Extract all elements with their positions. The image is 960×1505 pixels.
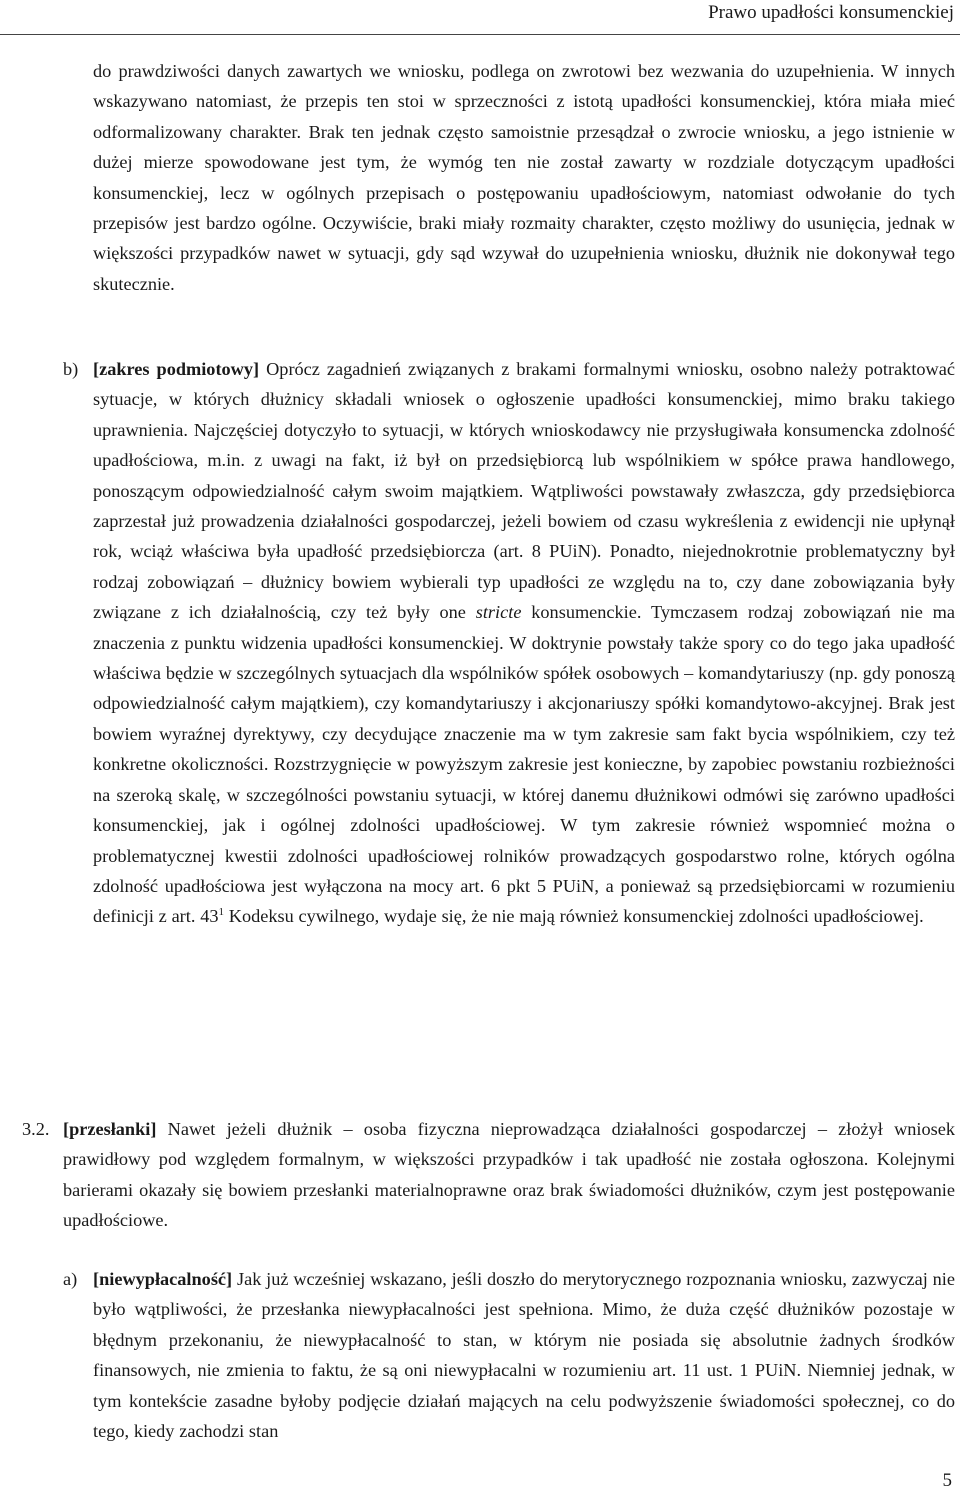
point-b-paragraph	[93, 354, 955, 932]
point-a-text: Jak już wcześniej wskazano, jeśli doszło do merytorycznego rozpoznania wniosku, zazwyczaj nie było wątpliwości, że przesłanka niewypłacalności jest spełniona. Mimo, że duża część dłużników pozostaje w błędnym przekonaniu, że niewypłacalność to stan, w którym nie posiada się absolutnie żadnych środków finansowych, nie zmienia to faktu, że są oni niewypłacalni w rozumieniu art. 11 ust. 1 PUiN. Niemniej jednak, w tym kontekście zasadne byłoby podjęcie działań mających na celu podwyższenie świadomości społecznej, co do tego, kiedy zachodzi stan	[93, 1269, 955, 1442]
running-header	[0, 0, 960, 35]
intro-paragraph	[93, 56, 955, 299]
point-a-marker: a)	[63, 1269, 78, 1289]
point-b-marker: b)	[63, 359, 79, 379]
page-number: 5	[942, 1470, 952, 1491]
section-3-2-marker: 3.2.	[22, 1119, 50, 1139]
point-b-label: [zakres podmiotowy]	[93, 359, 260, 379]
point-b-italic: stricte	[475, 602, 522, 623]
point-b-text-3: Kodeksu cywilnego, wydaje się, że nie mają również konsumenckiej zdolności upadłościowej.	[223, 906, 924, 927]
point-b-text-2: konsumenckie. Tymczasem rodzaj zobowiązań nie ma znaczenia z punktu widzenia upadłości konsumenckiej. W doktrynie powstały także spory co do tego jaka upadłość właściwa będzie w szczególnych sytuacjach dla wspólników spółek osobowych – komandytariuszy (np. gdy ponoszą odpowiedzialność całym majątkiem), czy komandytariuszy i akcjonariuszy spółki komandytowo-akcyjnej. Brak jest bowiem wyraźnej dyrektywy, czy decydujące znaczenie ma w tym zakresie sam fakt bycia wspólnikiem, czy też konkretne okoliczności. Rozstrzygnięcie w powyższym zakresie jest konieczne, by zapobiec powstaniu rozbieżności na szeroką skalę, w szczególności powstaniu sytuacji, w której danemu dłużnikowi odmówi się zarówno upadłości konsumenckiej, jak i ogólnej zdolności upadłościowej. W tym zakresie również wspomnieć można o problematycznej kwestii zdolności upadłościowej rolników prowadzących gospodarstwo rolne, których ogólna zdolność upadłościowa jest wyłączona na mocy art. 6 pkt 5 PUiN, a ponieważ są przedsiębiorcami w rozumieniu definicji z art. 43	[93, 602, 955, 927]
section-3-2-label: [przesłanki]	[63, 1119, 157, 1139]
point-b-text-1: Oprócz zagadnień związanych z brakami formalnymi wniosku, osobno należy potraktować sytuacje, w których dłużnicy składali wniosek o ogłoszenie upadłości konsumenckiej, mimo braku takiego uprawnienia. Najczęściej dotyczyło to sytuacji, w których wnioskodawcy nie przysługiwała konsumencka zdolność upadłościowa, m.in. z uwagi na fakt, iż był on przedsiębiorcą lub wspólnikiem w spółce prawa handlowego, ponoszącym odpowiedzialność całym swoim majątkiem. Wątpliwości powstawały zwłaszcza, gdy przedsiębiorca zaprzestał już prowadzenia działalności gospodarczej, jeżeli bowiem od czasu wykreślenia z ewidencji nie upłynął rok, wciąż właściwa była upadłość przedsiębiorcza (art. 8 PUiN). Ponadto, niejednokrotnie problematyczny był rodzaj zobowiązań – dłużnicy bowiem wybierali typ upadłości ze względu na to, czy dane zobowiązania były związane z ich działalnością, czy też były one	[93, 359, 955, 623]
intro-text: do prawdziwości danych zawartych we wniosku, podlega on zwrotowi bez wezwania do uzupełnienia. W innych wskazywano natomiast, że przepis ten stoi w sprzeczności z istotą upadłości konsumenckiej, która miała mieć odformalizowany charakter. Brak ten jednak często samoistnie przesądzał o zwrocie wniosku, a jego istnienie w dużej mierze spowodowane jest tym, że wymóg ten nie został zawarty w rozdziale dotyczącym upadłości konsumenckiej, lecz w ogólnych przepisach o postępowaniu upadłościowym, natomiast odwołanie do tych przepisów jest bardzo ogólne. Oczywiście, braki miały rozmaity charakter, często możliwy do usunięcia, jednak w większości przypadków nawet w sytuacji, gdy sąd wzywał do uzupełnienia wniosku, dłużnik nie dokonywał tego skutecznie.	[93, 61, 955, 294]
point-b-superscript: 1	[218, 906, 224, 919]
point-a-label: [niewypłacalność]	[93, 1269, 233, 1289]
section-3-2-paragraph	[63, 1114, 955, 1236]
point-a-paragraph	[93, 1264, 955, 1446]
header-title: Prawo upadłości konsumenckiej	[708, 2, 954, 23]
section-3-2-text: Nawet jeżeli dłużnik – osoba fizyczna nieprowadząca działalności gospodarczej – złożył wniosek prawidłowy pod względem formalnym, w większości przypadków i tak upadłość nie została ogłoszona. Kolejnymi barierami okazały się bowiem przesłanki materialnoprawne oraz brak świadomości dłużników, czym jest postępowanie upadłościowe.	[63, 1119, 955, 1231]
